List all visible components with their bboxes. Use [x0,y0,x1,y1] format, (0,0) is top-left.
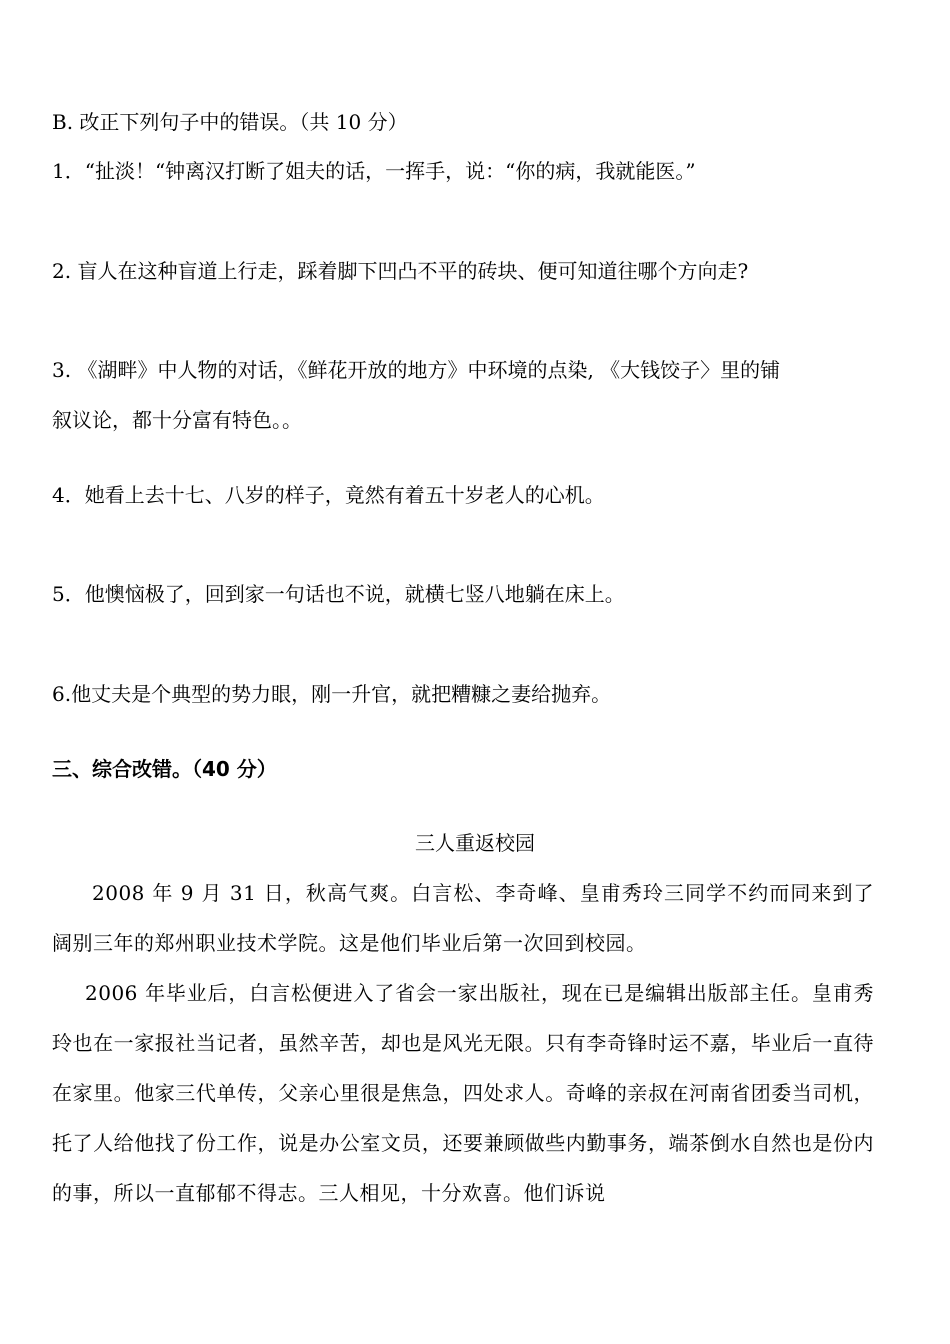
question-6: 6.他丈夫是个典型的势力眼，刚一升官，就把糟糠之妻给抛弃。 [52,682,612,706]
question-2: 2. 盲人在这种盲道上行走，踩着脚下凹凸不平的砖块、便可知道往哪个方向走? [52,259,749,283]
question-3-line-2: 叙议论，都十分富有特色。。 [52,408,302,432]
question-3-line-1: 3. 《湖畔》中人物的对话，《鲜花开放的地方》中环境的点染, 《大钱饺子〉里的铺 [52,358,781,382]
story-paragraph-1: 2008 年 9 月 31 日，秋高气爽。白言松、李奇峰、皇甫秀玲三同学不约而同来到了阔别三年的郑州职业技术学院。这是他们毕业后第一次回到校园。 [52,881,874,955]
question-4: 4．她看上去十七、八岁的样子，竟然有着五十岁老人的心机。 [52,483,605,507]
story-title: 三人重返校园 [415,831,535,855]
section-b-heading: B. 改正下列句子中的错误。（共 10 分） [52,110,408,134]
question-1: 1．“扯淡！“钟离汉打断了姐夫的话，一挥手，说：“你的病，我就能医。” [52,159,696,183]
story-paragraph-2: 2006 年毕业后，白言松便进入了省会一家出版社，现在已是编辑出版部主任。皇甫秀玲也在一家报社当记者，虽然辛苦，却也是风光无限。只有李奇锋时运不嘉，毕业后一直待在家里。他家三代单传，父亲心里很是焦急，四处求人。奇峰的亲叔在河南省团委当司机，托了人给他找了份工作，说是办公室文员，还要兼顾做些内勤事务，端茶倒水自然也是份内的事，所以一直郁郁不得志。三人相见，十分欢喜。他们诉说 [52,981,874,1205]
question-5: 5．他懊恼极了，回到家一句话也不说，就横七竖八地躺在床上。 [52,582,625,606]
section-three-heading: 三、综合改错。（40 分） [52,757,277,781]
